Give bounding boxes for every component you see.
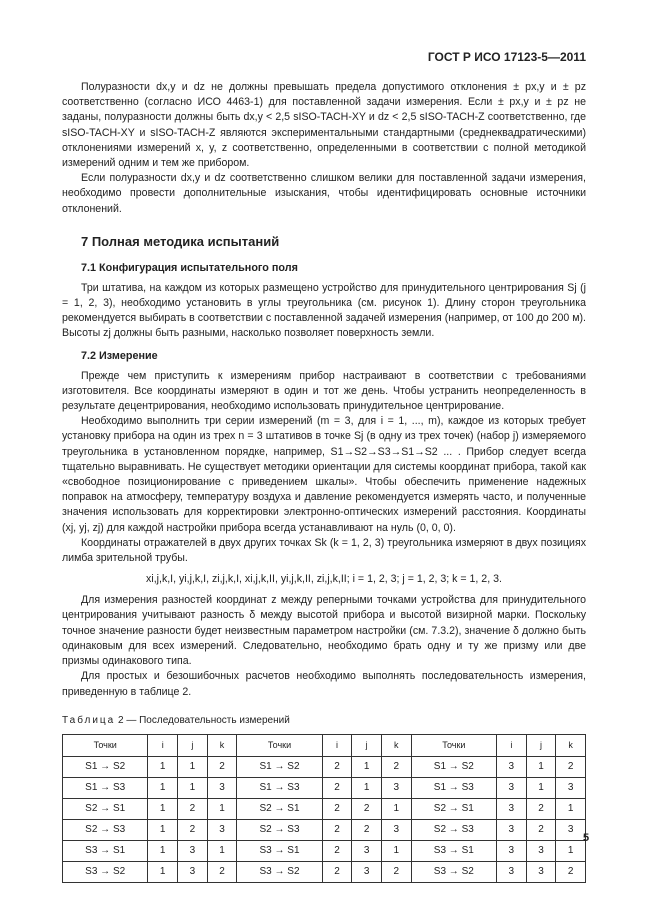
header-i-2: i (322, 734, 352, 756)
coordinates-formula: xi,j,k,I, yi,j,k,I, zi,j,k,I, xi,j,k,II, yi,j,k,II, zi,j,k,II; i = 1, 2, 3; j = 1, 2, 3; k = 1, 2, 3. (146, 573, 502, 586)
table-header-row (63, 734, 586, 756)
header-points-3: Точки (411, 734, 496, 756)
section-7-heading: 7 Полная методика испытаний (81, 233, 280, 249)
table-cell: S2 → S3 (411, 819, 496, 840)
table-cell: 2 (178, 798, 208, 819)
standard-header: ГОСТ Р ИСО 17123-5—2011 (427, 50, 586, 64)
table-cell: 1 (352, 756, 382, 777)
paragraph-preparation: Прежде чем приступить к измерениям прибор настраивают в соответствии с требованиями изготовителя. Все координаты измеряют в один и тот же день. Чтобы устранить неопределенность в результате децентрирования, необходимо использовать принудительное центрирование. (62, 369, 586, 413)
table-cell: 3 (526, 840, 556, 861)
table-cell: 1 (352, 777, 382, 798)
header-i-1: i (148, 734, 178, 756)
table-cell: S1 → S3 (63, 777, 148, 798)
table-cell: 1 (526, 756, 556, 777)
table-cell: 3 (352, 840, 382, 861)
table-cell: 3 (526, 861, 556, 882)
table-cell: S3 → S1 (411, 840, 496, 861)
table-row (63, 756, 586, 777)
table-cell: 3 (556, 819, 586, 840)
table-cell: 3 (556, 777, 586, 798)
table-cell: 3 (207, 819, 237, 840)
paragraph-series: Необходимо выполнить три серии измерений (m = 3, для i = 1, ..., m), каждое из которых требует установку прибора на один из трех n = 3 штативов в точке Sj (в одну из трех точек) (набор j) измеряемого треугольника в установленном порядке, например, S1→S2→S3→S1→S2 ... . Прибор следует всегда тщательно выравнивать. Не существует методики ориентации для системы координат прибора, такой как «свободное позиционирование с приведением шкалы». Чтобы обеспечить применение надежных поправок на атмосферу, температуру воздуха и давление рекомендуется измерять часто, и полученные значения использовать для корректировки электронно-оптических измерений расстояния. Координаты (xj, yj, zj) для каждой настройки прибора всегда устанавливают на нуль (0, 0, 0). (62, 415, 586, 534)
table-row (63, 819, 586, 840)
header-points-2: Точки (237, 734, 322, 756)
table-cell: S2 → S3 (63, 819, 148, 840)
table-cell: 3 (497, 840, 527, 861)
table-cell: 2 (352, 819, 382, 840)
table-cell: S2 → S1 (411, 798, 496, 819)
table-cell: 1 (148, 756, 178, 777)
header-i-3: i (497, 734, 527, 756)
table-cell: S2 → S1 (63, 798, 148, 819)
table-cell: 2 (322, 777, 352, 798)
header-j-2: j (352, 734, 382, 756)
table-cell: 2 (322, 840, 352, 861)
paragraph-test-field: Три штатива, на каждом из которых размещено устройство для принудительного центрирования Sj (j = 1, 2, 3), необходимо установить в углы треугольника (см. рисунок 1). Длину сторон треугольника рекомендуется выбирать в соответствии с поставленной задачей измерения (например, от 100 до 200 м). Высоты zj должны быть разными, насколько позволяет поверхность земли. (62, 281, 586, 340)
table-cell: S1 → S2 (63, 756, 148, 777)
table-cell: 2 (207, 756, 237, 777)
table-cell: S3 → S2 (63, 861, 148, 882)
paragraph-height-difference: Для измерения разностей координат z между реперными точками устройства для принудительного центрирования учитывают разность δ между высотой прибора и высотой визирной марки. Поскольку точное значение разности будет неизвестным параметром настройки (см. 7.3.2), значение δ должно быть одинаковым для всех измерений. Следовательно, необходимо брать одну и ту же призму или две призмы одинакового типа. (62, 594, 586, 668)
table-cell: 2 (322, 798, 352, 819)
table-row (63, 798, 586, 819)
section-7-1-heading: 7.1 Конфигурация испытательного поля (81, 261, 298, 274)
header-k-1: k (207, 734, 237, 756)
table-cell: 3 (497, 777, 527, 798)
table-row (63, 777, 586, 798)
table-cell: 3 (497, 861, 527, 882)
table-cell: S3 → S1 (63, 840, 148, 861)
paragraph-sequence: Для простых и безошибочных расчетов необходимо выполнять последовательность измерения, приведенную в таблице 2. (62, 670, 586, 698)
table-cell: 2 (322, 756, 352, 777)
table-cell: 3 (497, 819, 527, 840)
table-cell: 2 (526, 798, 556, 819)
table-cell: 3 (497, 798, 527, 819)
table-cell: 3 (178, 861, 208, 882)
header-j-3: j (526, 734, 556, 756)
header-k-3: k (556, 734, 586, 756)
table-cell: S3 → S2 (411, 861, 496, 882)
table-cell: S2 → S1 (237, 798, 322, 819)
paragraph-reflectors: Координаты отражателей в двух других точках Sk (k = 1, 2, 3) треугольника измеряют в двух позициях лимба зрительной трубы. (62, 536, 586, 565)
document-body (62, 80, 586, 883)
table-cell: S1 → S2 (411, 756, 496, 777)
table-cell: 1 (556, 798, 586, 819)
table-cell: 2 (352, 798, 382, 819)
table-cell: 1 (148, 840, 178, 861)
table-cell: 3 (178, 840, 208, 861)
table-cell: S1 → S3 (237, 777, 322, 798)
paragraph-half-differences: Полуразности dx,y и dz не должны превышать предела допустимого отклонения ± px,y и ± pz соответственно (согласно ИСО 4463-1) для поставленной задачи измерения. Если ± px,y и ± pz не заданы, полуразности должны быть dx,y < 2,5 sISO-TACH-XY и dz < 2,5 sISO-TACH-Z соответственно, где sISO-TACH-XY и sISO-TACH-Z являются экспериментальными стандартными (среднеквадратическими) отклонениями измерений x, y, z соответственно, определенными в соответствии с полной методикой измерений одним и тем же прибором. (62, 81, 586, 170)
table-cell: 2 (556, 756, 586, 777)
table-cell: S2 → S3 (237, 819, 322, 840)
table-cell: 3 (381, 819, 411, 840)
header-points-1: Точки (63, 734, 148, 756)
table-cell: S3 → S1 (237, 840, 322, 861)
section-7-2-heading: 7.2 Измерение (81, 349, 158, 362)
table-cell: 1 (148, 777, 178, 798)
table-cell: 2 (526, 819, 556, 840)
table-cell: 1 (381, 798, 411, 819)
table-cell: 3 (381, 777, 411, 798)
table-cell: 3 (497, 756, 527, 777)
table-cell: 2 (207, 861, 237, 882)
table-cell: S1 → S2 (237, 756, 322, 777)
header-k-2: k (381, 734, 411, 756)
table-cell: 1 (526, 777, 556, 798)
table-cell: 1 (207, 840, 237, 861)
table-cell: 2 (322, 819, 352, 840)
table-row (63, 861, 586, 882)
table-row (63, 840, 586, 861)
table-caption-label: Таблица (62, 714, 116, 726)
table-cell: 3 (352, 861, 382, 882)
table-body (63, 756, 586, 882)
table-cell: 2 (381, 756, 411, 777)
table-cell: S1 → S3 (411, 777, 496, 798)
measurement-sequence-table (62, 734, 586, 883)
table-cell: 2 (178, 819, 208, 840)
table-cell: S3 → S2 (237, 861, 322, 882)
table-cell: 3 (207, 777, 237, 798)
table-cell: 2 (381, 861, 411, 882)
table-cell: 1 (148, 861, 178, 882)
table-cell: 2 (556, 861, 586, 882)
header-j-1: j (178, 734, 208, 756)
table-cell: 2 (322, 861, 352, 882)
table-cell: 1 (381, 840, 411, 861)
table-cell: 1 (148, 798, 178, 819)
table-cell: 1 (148, 819, 178, 840)
table-cell: 1 (556, 840, 586, 861)
page-number: 5 (583, 832, 590, 844)
paragraph-large-differences: Если полуразности dx,y и dz соответственно слишком велики для поставленной задачи измерения, необходимо провести дополнительные изыскания, чтобы идентифицировать основные источники отклонений. (62, 172, 586, 215)
table-cell: 1 (178, 756, 208, 777)
table-caption-text: 2 — Последовательность измерений (118, 714, 290, 726)
table-caption (62, 715, 586, 726)
table-cell: 1 (178, 777, 208, 798)
table-cell: 1 (207, 798, 237, 819)
